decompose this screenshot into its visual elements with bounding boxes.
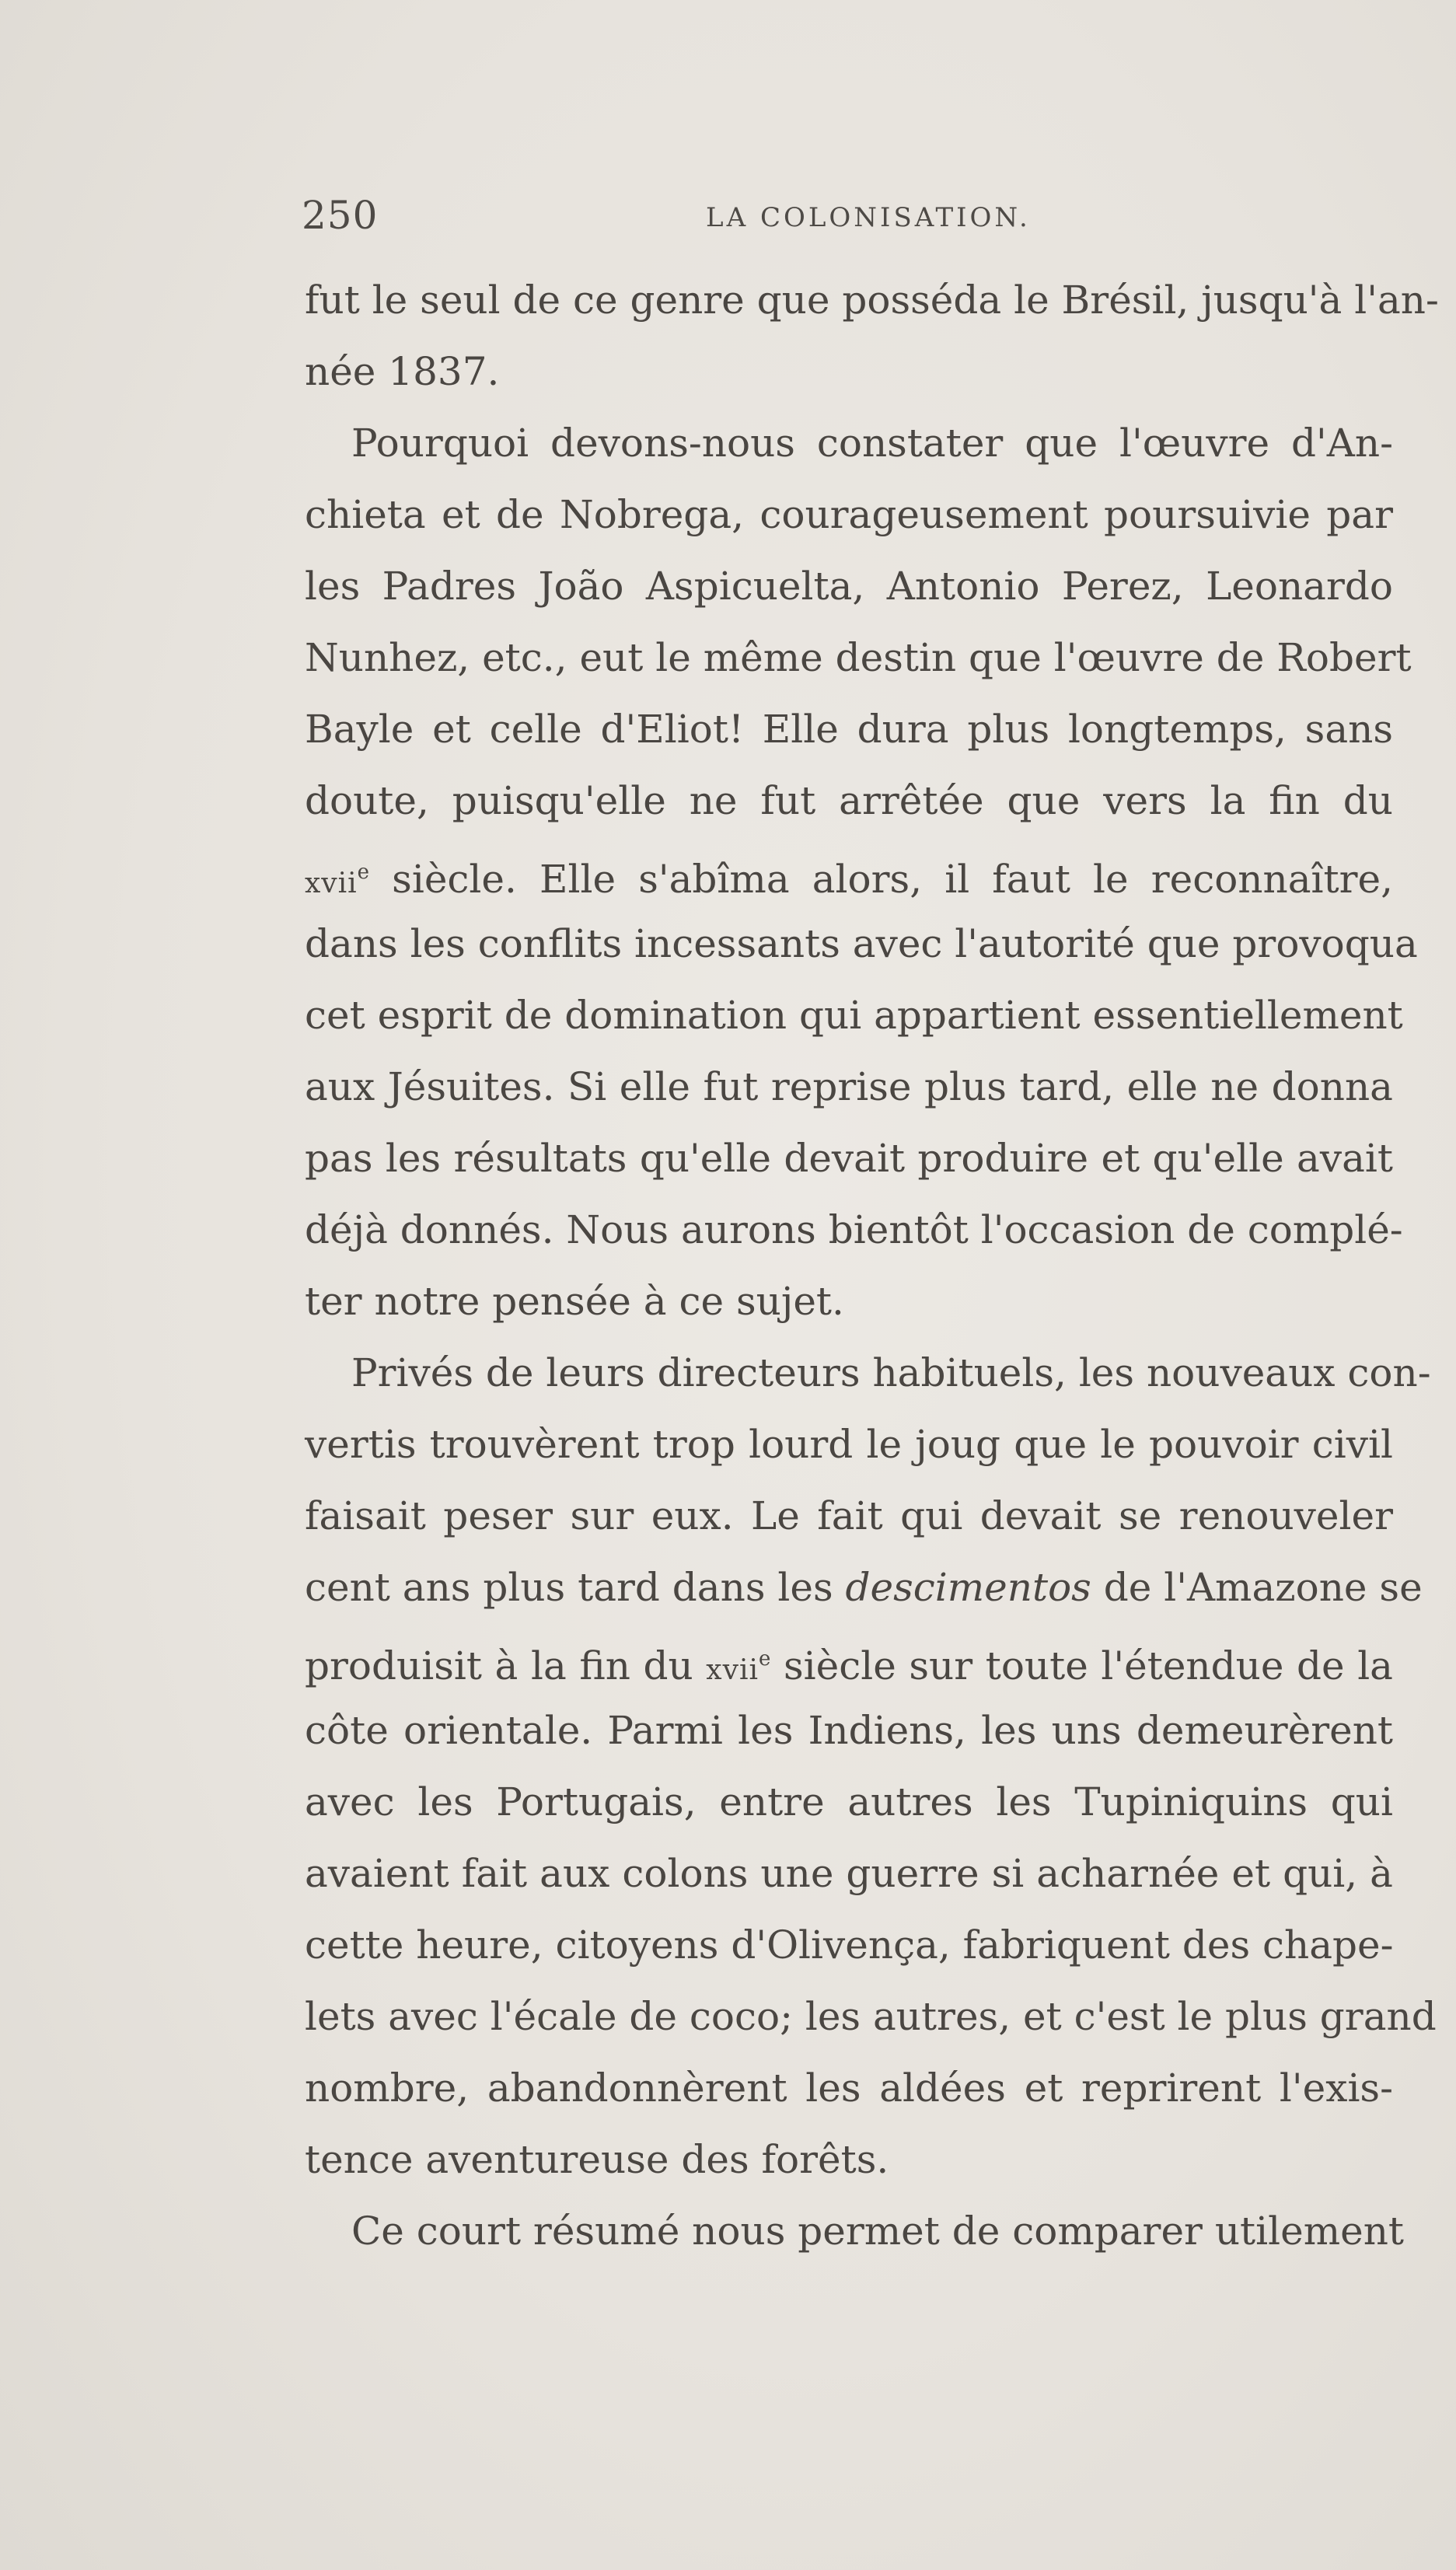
text-line: les Padres João Aspicuelta, Antonio Perez, Leonardo <box>305 564 1393 609</box>
text-line: doute, puisqu'elle ne fut arrêtée que vers la fin du <box>305 778 1393 823</box>
running-head <box>302 193 1390 247</box>
text-line: avaient fait aux colons une guerre si acharnée et qui, à <box>305 1851 1393 1896</box>
text-line: Nunhez, etc., eut le même destin que l'œuvre de Robert <box>305 635 1412 680</box>
text-line: née 1837. <box>305 349 500 394</box>
line-text: de l'Amazone se <box>1091 1565 1423 1610</box>
text-line: Bayle et celle d'Eliot! Elle dura plus longtemps, sans <box>305 707 1393 752</box>
text-line: Ce court résumé nous permet de comparer utilement <box>351 2209 1405 2254</box>
line-text: produisit à la fin du <box>305 1643 707 1688</box>
page-number: 250 <box>302 193 379 238</box>
text-line <box>305 1552 1423 1623</box>
text-line: fut le seul de ce genre que posséda le Brésil, jusqu'à l'an- <box>305 278 1439 323</box>
text-line: vertis trouvèrent trop lourd le joug que le pouvoir civil <box>305 1422 1393 1467</box>
text-line <box>305 1623 1393 1695</box>
text-line: ter notre pensée à ce sujet. <box>305 1279 844 1324</box>
text-line: déjà donnés. Nous aurons bientôt l'occasion de complé- <box>305 1207 1403 1252</box>
body-text <box>305 264 1439 2267</box>
text-line: chieta et de Nobrega, courageusement poursuivie par <box>305 492 1393 537</box>
text-line: faisait peser sur eux. Le fait qui devait se renouveler <box>305 1493 1393 1538</box>
century-numeral: xvii <box>706 1654 759 1686</box>
text-line: côte orientale. Parmi les Indiens, les uns demeurèrent <box>305 1708 1393 1753</box>
text-line: pas les résultats qu'elle devait produire et qu'elle avait <box>305 1136 1393 1181</box>
italic-term: descimentos <box>845 1565 1091 1610</box>
line-text: siècle sur toute l'étendue de la <box>770 1643 1393 1688</box>
text-line: lets avec l'écale de coco; les autres, et c'est le plus grand <box>305 1994 1437 2039</box>
line-text: cent ans plus tard dans les <box>305 1565 846 1610</box>
text-line <box>305 836 1393 908</box>
text-line: avec les Portugais, entre autres les Tupiniquins qui <box>305 1779 1393 1824</box>
superscript: e <box>758 1647 771 1671</box>
text-line: Pourquoi devons-nous constater que l'œuvre d'An- <box>351 421 1393 466</box>
text-line: Privés de leurs directeurs habituels, les nouveaux con- <box>351 1350 1431 1395</box>
text-line: tence aventureuse des forêts. <box>305 2137 889 2182</box>
superscript: e <box>357 861 370 884</box>
century-numeral: xvii <box>305 868 358 899</box>
running-title: LA COLONISATION. <box>706 202 1031 233</box>
text-line: nombre, abandonnèrent les aldées et reprirent l'exis- <box>305 2065 1393 2111</box>
text-line: cette heure, citoyens d'Olivença, fabriquent des chape- <box>305 1922 1394 1968</box>
text-line: dans les conflits incessants avec l'autorité que provoqua <box>305 921 1418 966</box>
text-line: aux Jésuites. Si elle fut reprise plus tard, elle ne donna <box>305 1064 1393 1109</box>
text-line: cet esprit de domination qui appartient essentiellement <box>305 993 1403 1038</box>
line-text: siècle. Elle s'abîma alors, il faut le reconnaître, <box>369 857 1393 902</box>
